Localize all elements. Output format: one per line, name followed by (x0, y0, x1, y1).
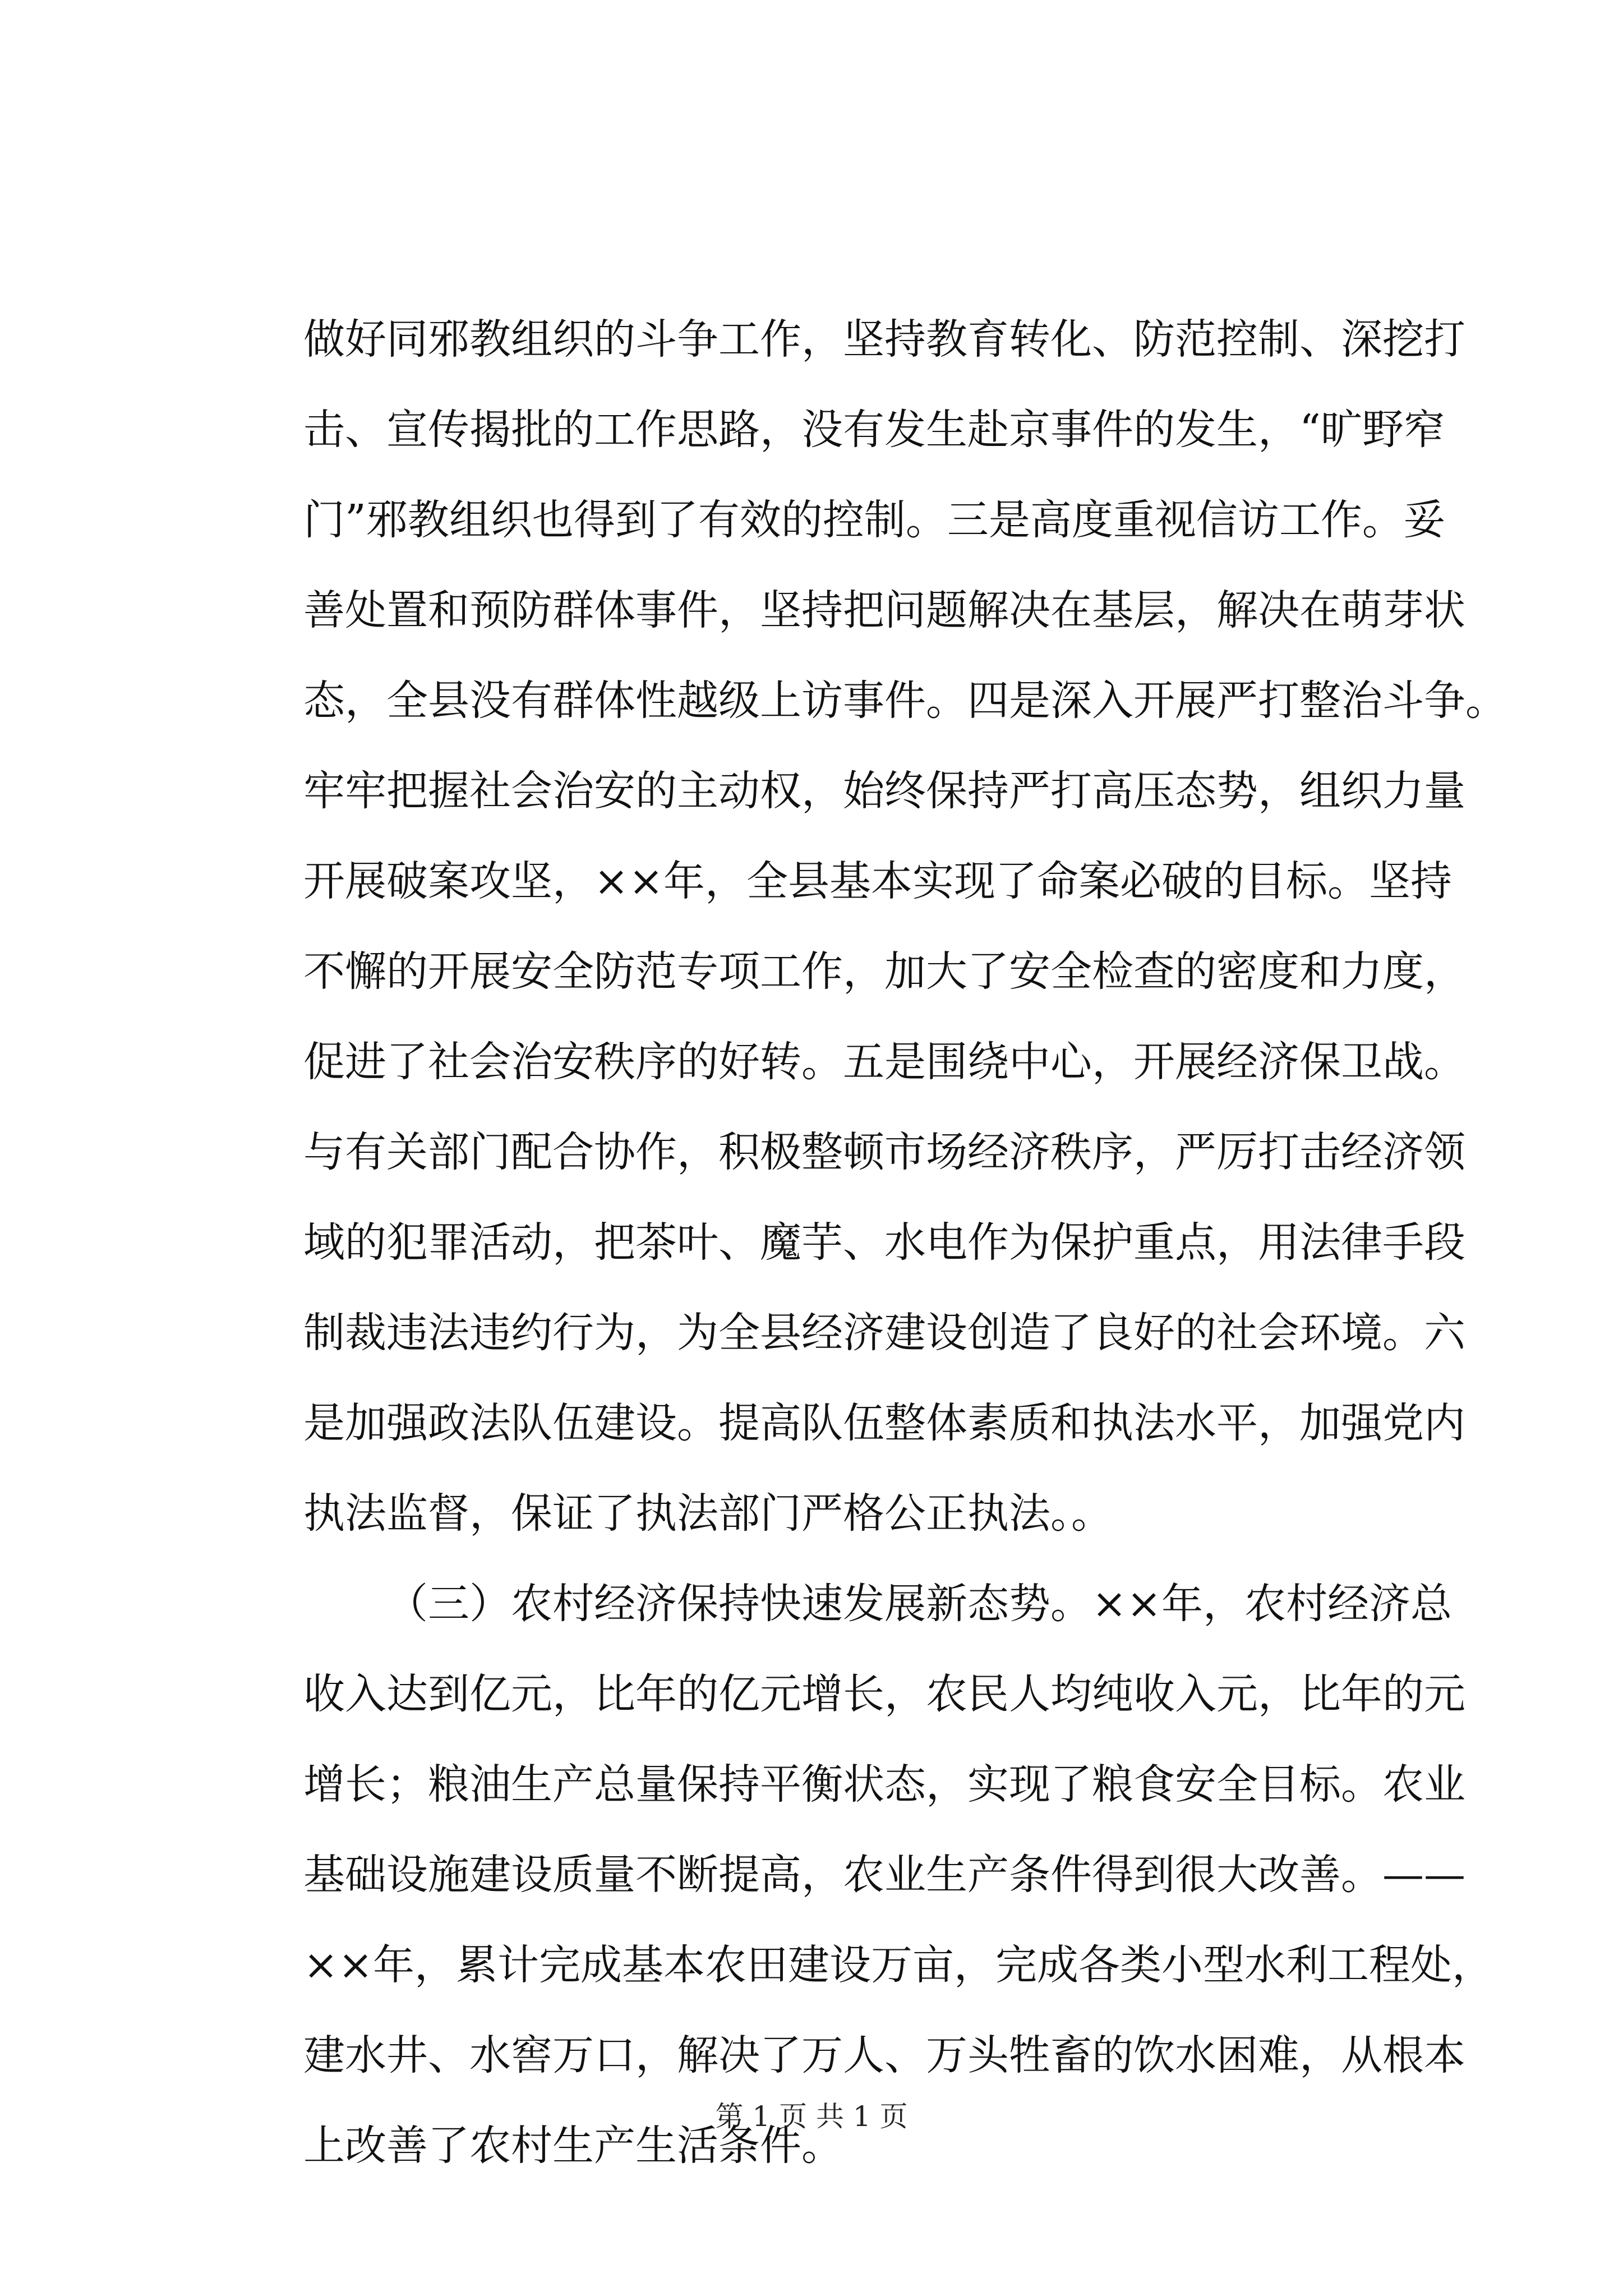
paragraph-1 (303, 295, 1507, 1559)
page-number: 第 1 页 共 1 页 (715, 2100, 908, 2133)
text-line: 做好同邪教组织的斗争工作，坚持教育转化、防范控制、深挖打 (303, 315, 1465, 364)
text-line: 执法监督，保证了执法部门严格公正执法。。 (303, 1489, 1113, 1538)
text-line: 善处置和预防群体事件，坚持把问题解决在基层，解决在萌芽状 (303, 586, 1465, 634)
text-line: 是加强政法队伍建设。提高队伍整体素质和执法水平，加强党内 (303, 1399, 1465, 1447)
text-line: 不懈的开展安全防范专项工作，加大了安全检查的密度和力度， (303, 947, 1465, 996)
text-line: 增长；粮油生产总量保持平衡状态，实现了粮食安全目标。农业 (303, 1760, 1465, 1809)
text-line: ××年，累计完成基本农田建设万亩，完成各类小型水利工程处， (303, 1941, 1494, 1989)
text-line: 基础设施建设质量不断提高，农业生产条件得到很大改善。—— (303, 1851, 1465, 1899)
text-line: 促进了社会治安秩序的好转。五是围绕中心，开展经济保卫战。 (303, 1038, 1465, 1086)
text-line: 域的犯罪活动，把茶叶、魔芋、水电作为保护重点，用法律手段 (303, 1218, 1465, 1267)
text-line: 收入达到亿元，比年的亿元增长，农民人均纯收入元，比年的元 (303, 1670, 1465, 1718)
text-line: 开展破案攻坚，××年，全县基本实现了命案必破的目标。坚持 (303, 857, 1453, 905)
text-line: 建水井、水窖万口，解决了万人、万头牲畜的饮水困难，从根本 (303, 2031, 1465, 2079)
text-line: 击、宣传揭批的工作思路，没有发生赴京事件的发生，“旷野窄 (303, 406, 1445, 454)
text-line: 与有关部门配合协作，积极整顿市场经济秩序，严厉打击经济领 (303, 1128, 1465, 1176)
text-line: 上改善了农村生产生活条件。 (303, 2122, 843, 2170)
text-line: 牢牢把握社会治安的主动权，始终保持严打高压态势，组织力量 (303, 767, 1465, 815)
paragraph-2 (303, 1559, 1494, 2191)
text-line: 态，全县没有群体性越级上访事件。四是深入开展严打整治斗争。 (303, 677, 1507, 725)
text-line: （三）农村经济保持快速发展新态势。××年，农村经济总 (386, 1580, 1453, 1628)
text-line: 制裁违法违约行为，为全县经济建设创造了良好的社会环境。六 (303, 1309, 1465, 1357)
document-body (303, 295, 1507, 2191)
text-line: 门”邪教组织也得到了有效的控制。三是高度重视信访工作。妥 (303, 496, 1445, 544)
page-footer (0, 2097, 1623, 2136)
